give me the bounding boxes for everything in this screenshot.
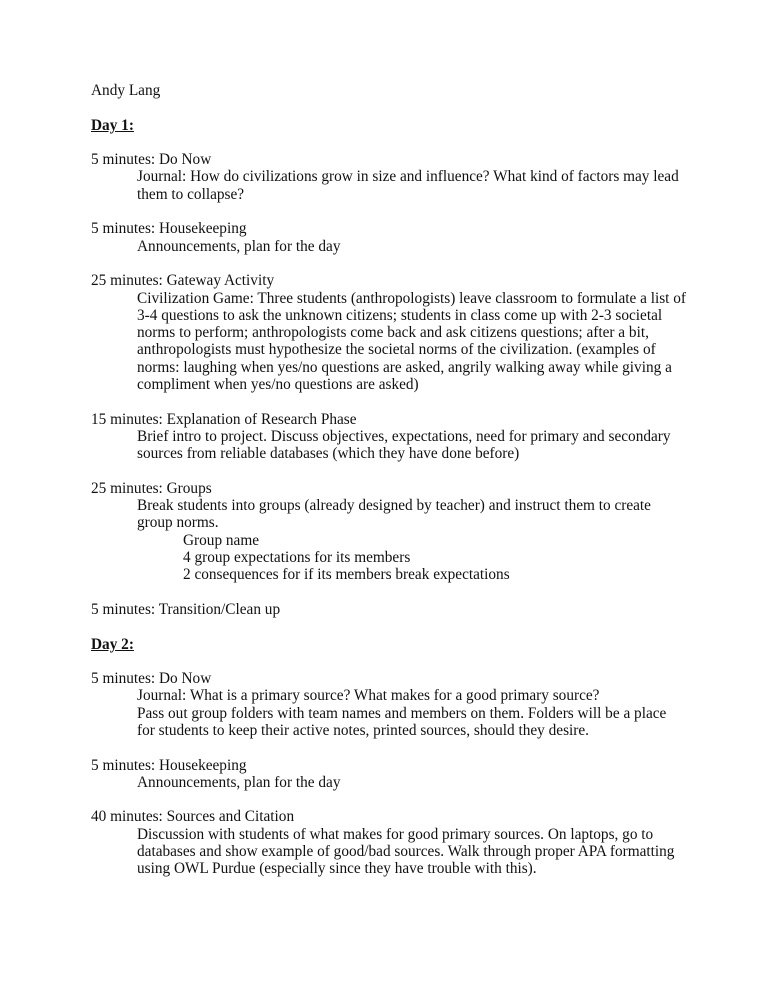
item-line: databases and show example of good/bad sources. Walk through proper APA formatting [137, 843, 675, 861]
day1-item-housekeeping [91, 220, 711, 255]
item-line: them to collapse? [137, 185, 245, 203]
lesson-plan-document [91, 82, 711, 878]
item-time: 40 minutes: Sources and Citation [91, 808, 295, 826]
day-2-heading: Day 2: [91, 635, 134, 653]
item-line: group norms. [137, 514, 219, 532]
sublist-item: 4 group expectations for its members [183, 549, 411, 567]
item-line: Announcements, plan for the day [137, 773, 341, 791]
item-line: for students to keep their active notes, printed sources, should they desire. [137, 721, 589, 739]
item-line: using OWL Purdue (especially since they have trouble with this). [137, 860, 537, 878]
item-time: 25 minutes: Gateway Activity [91, 272, 275, 290]
day1-item-gateway-activity [91, 272, 711, 393]
item-time: 25 minutes: Groups [91, 479, 212, 497]
item-line: Pass out group folders with team names and members on them. Folders will be a place [137, 704, 667, 722]
item-time: 5 minutes: Do Now [91, 151, 212, 169]
item-time: 5 minutes: Housekeeping [91, 220, 247, 238]
item-line: Break students into groups (already designed by teacher) and instruct them to create [137, 497, 651, 515]
item-time: 5 minutes: Housekeeping [91, 756, 247, 774]
item-time: 5 minutes: Do Now [91, 670, 212, 688]
author-name: Andy Lang [91, 82, 161, 99]
item-line: Discussion with students of what makes for good primary sources. On laptops, go to [137, 825, 654, 843]
day2-item-sources-citation [91, 808, 711, 877]
item-line: Journal: What is a primary source? What makes for a good primary source? [137, 687, 600, 705]
item-line: Civilization Game: Three students (anthropologists) leave classroom to formulate a list of [137, 289, 686, 307]
day1-item-research-phase [91, 411, 711, 463]
item-line: Brief intro to project. Discuss objectives, expectations, need for primary and secondary [137, 427, 671, 445]
day2-item-do-now [91, 670, 711, 739]
item-line: sources from reliable databases (which they have done before) [137, 445, 520, 463]
day1-item-transition [91, 601, 711, 618]
day-1-heading: Day 1: [91, 116, 134, 134]
item-line: norms: laughing when yes/no questions are asked, angrily walking away while giving a [137, 358, 672, 376]
item-line: anthropologists must hypothesize the societal norms of the civilization. (examples of [137, 341, 656, 359]
sublist-item: 2 consequences for if its members break expectations [183, 566, 510, 584]
day2-item-housekeeping [91, 757, 711, 792]
sublist-item: Group name [183, 531, 260, 549]
item-line: compliment when yes/no questions are asked) [137, 376, 419, 394]
day1-item-do-now [91, 151, 711, 203]
item-time: 15 minutes: Explanation of Research Phase [91, 410, 357, 428]
item-line: norms to perform; anthropologists come back and ask citizens questions; after a bit, [137, 324, 649, 342]
item-line: Announcements, plan for the day [137, 237, 341, 255]
item-time: 5 minutes: Transition/Clean up [91, 600, 281, 618]
day1-item-groups [91, 480, 711, 584]
item-line: 3-4 questions to ask the unknown citizens; students in class come up with 2-3 societal [137, 306, 663, 324]
item-line: Journal: How do civilizations grow in size and influence? What kind of factors may lead [137, 168, 679, 186]
